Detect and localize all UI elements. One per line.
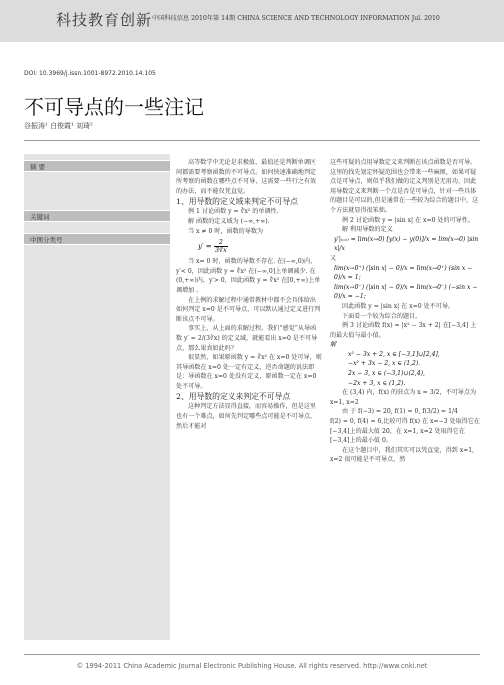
solution-2: 解 利用导数的定义	[342, 226, 393, 234]
example-3: 例 3 讨论函数 f(x) = |x² − 3x + 2| 在[−3,4] 上的最大值与最小值。	[330, 322, 477, 339]
paragraph-continuation: 这些可疑的点用导数定义来判断在该点函数是否可导。这里的找先划定怀疑范围也会带来一些麻烦，如果可疑点是可导点，则似乎我们做的定义判别是无用功，因此用导数定义来判断一个点是否是可导点，针对一些具体的题目是可以的,但是通常在一些较为综合的题目中，这个方法就显得很笨拙。	[330, 159, 479, 214]
paragraph-extrema-result: f(2) = 0, f(4) = 6,比较可得 f(x) 在 x=−3 处取得它在[−3,4]上的最大值 20，在 x=1, x=2 处取得它在[−3,4]上的最小值 0。	[330, 418, 480, 445]
body-column-2	[330, 158, 480, 465]
paragraph-function-values: 由 于 f(−3) = 20, f(1) = 0, f(3/2) = 1/4	[342, 408, 458, 416]
magazine-column-title: 科技教育创新	[56, 11, 153, 29]
abstract-label-row	[24, 160, 170, 172]
paragraph-textbook-note: 在上例的求解过程中通常教材中都不会具体给出如何判定 x=0 是不可导点，可以默认通过定义进行判断该点不可导。	[176, 296, 321, 323]
derivative-lhs: y′ =	[198, 242, 212, 251]
abstract-label: 摘 要	[30, 163, 46, 171]
example-1: 例 1 讨论函数 y = ∛x² 的单调性.	[188, 208, 279, 216]
piecewise-f-case-1: x² − 3x + 2, x ∈ [−3,1]∪[2,4],	[348, 350, 440, 358]
solution-1-step: 当 x ≠ 0 时，函数的导数为	[188, 227, 264, 235]
right-limit-equation: lim(x→0⁺) (|sin x| − 0)/x = lim(x→0⁺) (sin x − 0)/x = 1;	[334, 264, 473, 282]
keywords-label: 关键词	[30, 213, 50, 221]
doi: DOI: 10.3969/j.issn.1001-8972.2010.14.105	[24, 70, 156, 77]
paragraph-intuition-2: 在这个题目中，我们其实可以凭直觉，得到 x=1, x=2 很可能是不可导点，然	[330, 446, 475, 464]
example-2: 例 2 讨论函数 y = |sin x| 在 x=0 处的可导性。	[342, 216, 474, 224]
abstract-sidebar	[24, 154, 170, 640]
top-divider	[24, 140, 480, 141]
piecewise-fprime-case-1: 2x − 3, x ∈ (−3,1)∪(2,4),	[348, 370, 425, 378]
derivative-fraction	[214, 239, 228, 254]
classification-label: 中图分类号	[30, 236, 63, 244]
intro-paragraph: 高等数学中无论是求极值、最值还是判断单调区间都需要考察函数的不可导点。如何快速准确地判定所考察的函数在哪些点不可导，这需要一些行之有效的办法，而不能仅凭直觉。	[176, 159, 317, 195]
derivative-numerator: 2	[214, 239, 228, 247]
piecewise-fprime-case-2: −2x + 3, x ∈ (1,2).	[348, 379, 406, 387]
journal-issue-info: 中国科技信息 2010年第 14期 CHINA SCIENCE AND TECHNOLOGY INFORMATION Jul. 2010	[152, 15, 440, 22]
section-2-heading: 2、用导数的定义来判定不可导点	[176, 392, 291, 402]
transition-sentence: 下面看一个较为综合的题目。	[342, 312, 422, 320]
article-title: 不可导点的一些注记	[24, 95, 204, 119]
derivative-definition-equation: y′|ₓ₌₀ = lim(x→0) [y(x) − y(0)]/x = lim(x→0) |sin x|/x	[334, 235, 479, 253]
copyright-footer: © 1994-2011 China Academic Journal Electronic Publishing House. All rights reserved. http://www.cnki.net	[76, 662, 428, 670]
keywords-label-row	[24, 210, 170, 222]
article-authors: 谷振涛¹ 白俊霞¹ 刘琦²	[24, 122, 93, 130]
piecewise-f-case-2: −x² + 3x − 2, x ∈ (1,2).	[348, 360, 421, 368]
paragraph-monotonicity: 当 x= 0 时，函数的导数不存在. 在(−∞,0)内，y′< 0，因此函数 y = ∛x² 在(−∞,0]上单调减少. 在(0,+∞)内，y′> 0，因此函数 y = ∛x² 在[0,+∞)上单调增加 。	[176, 258, 321, 294]
paragraph-contrapositive: 很显然，如果原函数 y = ∛x² 在 x=0 处可导，则其导函数在 x=0 处一定有定义，逆否命题的说法即是：导函数在 x=0 处没有定义，原函数一定在 x=0 处不可导。	[176, 354, 322, 390]
classification-label-row	[24, 233, 170, 245]
paragraph-intuition: 事实上，从上面的求解过程，我们“感觉”从导函数 y′ = 2/(3∛x) 的定义域，就能看出 x=0 是不可导点，那么果真如此吗？	[176, 325, 318, 352]
bottom-divider	[24, 654, 480, 655]
paragraph-definition-method: 这种判定方法显得直接，而容易操作，但是这里也有一个难点，如何先判定哪些点可能是不可导点，然后才能对	[176, 403, 317, 430]
journal-header-band	[0, 0, 504, 42]
derivative-denominator: 3∛x	[214, 246, 227, 255]
solution-3-label: 解	[330, 341, 337, 349]
also-word: 又	[330, 254, 337, 262]
solution-1: 解 函数的定义域为 (−∞,+∞).	[188, 217, 270, 225]
left-limit-equation: lim(x→0⁻) (|sin x| − 0)/x = lim(x→0⁻) (−sin x − 0)/x = −1;	[334, 283, 478, 301]
paragraph-stationary-points: 在 (3,4) 内，f(x) 的驻点为 x = 3/2，不可导点为 x=1, x=2	[330, 389, 477, 406]
body-column-1	[176, 158, 322, 431]
section-1-heading: 1、用导数的定义域来判定不可导点	[176, 197, 298, 207]
derivative-equation	[176, 239, 322, 254]
conclusion-2: 因此函数 y = |sin x| 在 x=0 处不可导。	[342, 302, 455, 310]
